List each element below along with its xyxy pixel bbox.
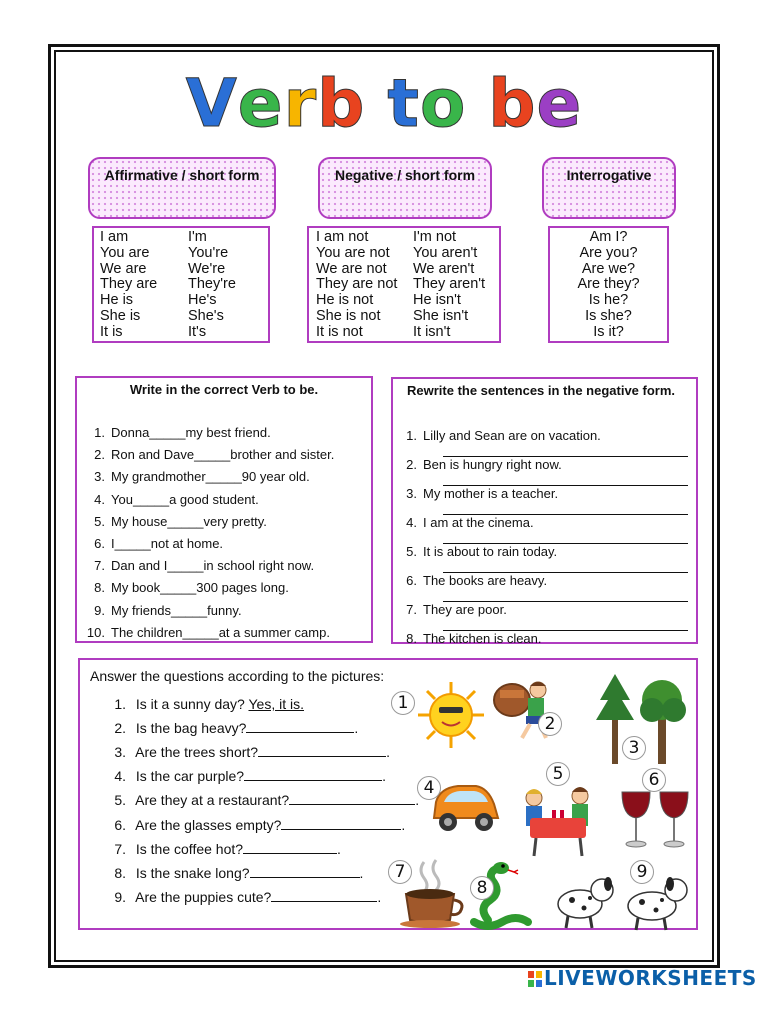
question-item: 9. Are the puppies cute? . <box>110 889 381 905</box>
negative-sentence: It is about to rain today. <box>423 544 558 559</box>
liveworksheets-logo <box>528 966 757 990</box>
negative-sentence: They are poor. <box>423 602 507 617</box>
affirmative-short-column <box>188 230 236 341</box>
exercise-negative <box>391 377 698 644</box>
conjugation-line: Am I? <box>589 229 628 245</box>
fill-in-number: 7. <box>94 558 105 574</box>
exercise-pictures <box>78 658 698 930</box>
fill-in-number: 8. <box>94 580 105 596</box>
fill-in-text: Donna_____my best friend. <box>111 425 271 440</box>
conjugation-line: Are you? <box>579 244 638 261</box>
conjugation-line: You are <box>100 244 150 261</box>
fill-in-number: 3. <box>94 469 105 485</box>
conjugation-line: We are not <box>316 260 387 277</box>
negative-item <box>393 486 558 501</box>
picture-number-9: 9 <box>630 860 654 884</box>
negative-short-column <box>413 230 485 341</box>
puppies-picture <box>550 860 690 932</box>
interrogative-column <box>550 230 667 341</box>
fill-in-text: Ron and Dave_____brother and sister. <box>111 447 335 463</box>
fill-in-number: 9. <box>94 602 105 618</box>
fill-in-text: My house_____very pretty. <box>111 513 267 529</box>
picture-number-6: 6 <box>642 768 666 792</box>
fill-in-number: 10. <box>86 624 105 640</box>
conjugation-line: He's <box>188 292 217 309</box>
liveworksheets-brand-text: LIVEWORKSHEETS <box>544 966 757 990</box>
question-text: Are the glasses empty? <box>135 816 282 833</box>
negative-item <box>393 631 542 646</box>
conjugation-line: He is <box>100 292 134 309</box>
negative-item <box>393 573 547 588</box>
question-item: 2. Is the bag heavy? . <box>110 720 358 736</box>
answer-line <box>281 818 401 830</box>
negative-number: 5. <box>406 544 417 559</box>
conjugation-line: I am not <box>316 229 369 245</box>
fill-in-item <box>81 469 310 484</box>
fill-in-item <box>81 625 330 640</box>
fill-in-text: The children_____at a summer camp. <box>111 624 330 640</box>
interrogative-table <box>548 226 669 343</box>
question-text: Is the coffee hot? <box>135 840 244 857</box>
title-letter: r <box>283 65 318 142</box>
conjugation-line: He is not <box>316 292 374 309</box>
conjugation-line: They are not <box>316 276 398 293</box>
exercise-fill-in-title: Write in the correct Verb to be. <box>129 382 319 397</box>
question-item: 3. Are the trees short? . <box>110 744 390 760</box>
header-negative: Negative / short form <box>318 157 492 219</box>
negative-sentence: Lilly and Sean are on vacation. <box>423 428 601 443</box>
conjugation-line: We are <box>100 260 147 277</box>
fill-in-item <box>81 558 314 573</box>
conjugation-line: Is she? <box>585 307 632 324</box>
fill-in-number: 4. <box>94 491 105 507</box>
answer-line <box>246 721 354 733</box>
picture-number-7: 7 <box>388 860 412 884</box>
question-number: 8. <box>114 864 126 881</box>
picture-number-2: 2 <box>538 712 562 736</box>
negative-item <box>393 602 507 617</box>
fill-in-number: 2. <box>94 447 105 463</box>
fill-in-text: My friends_____funny. <box>111 602 242 618</box>
fill-in-item <box>81 447 334 462</box>
answer-line <box>250 866 360 878</box>
conjugation-line: It is <box>100 323 123 340</box>
title-letter: e <box>237 65 284 142</box>
question-text: Are the trees short? <box>135 744 259 761</box>
negative-number: 2. <box>406 457 417 472</box>
fill-in-item <box>81 603 242 618</box>
conjugation-line: They aren't <box>413 276 486 293</box>
title-letter: V <box>185 65 238 142</box>
conjugation-line: It isn't <box>413 323 451 340</box>
conjugation-line: We're <box>188 260 226 277</box>
question-number: 6. <box>114 816 126 833</box>
negative-sentence: Ben is hungry right now. <box>423 457 562 472</box>
conjugation-line: You are not <box>316 244 390 261</box>
negative-number: 4. <box>406 515 417 530</box>
conjugation-line: I'm not <box>413 229 457 245</box>
fill-in-text: I_____not at home. <box>111 536 224 551</box>
conjugation-line: Is he? <box>588 292 629 309</box>
question-text: Is the snake long? <box>135 864 250 881</box>
question-text: Are they at a restaurant? <box>135 792 290 809</box>
negative-number: 1. <box>406 428 417 443</box>
question-answer: Yes, it is. <box>248 696 304 712</box>
fill-in-number: 1. <box>94 425 105 440</box>
picture-number-3: 3 <box>622 736 646 760</box>
fill-in-item <box>81 536 223 551</box>
negative-item <box>393 544 557 559</box>
answer-line <box>271 890 377 902</box>
sun-picture <box>416 680 486 750</box>
question-text: Is the car purple? <box>135 768 245 785</box>
conjugation-line: Are we? <box>581 260 636 277</box>
negative-table <box>307 226 501 343</box>
affirmative-long-column <box>100 230 157 341</box>
fill-in-text: My grandmother_____90 year old. <box>111 469 310 485</box>
answer-line <box>289 793 415 805</box>
fill-in-number: 5. <box>94 513 105 529</box>
question-number: 7. <box>114 840 126 857</box>
conjugation-line: It's <box>188 323 207 340</box>
fill-in-item <box>81 492 259 507</box>
conjugation-line: They are <box>100 276 158 293</box>
title-letter: e <box>536 65 583 142</box>
question-item <box>110 696 304 712</box>
negative-item <box>393 515 534 530</box>
negative-item <box>393 428 601 443</box>
negative-number: 6. <box>406 573 417 588</box>
picture-number-4: 4 <box>417 776 441 800</box>
negative-number: 7. <box>406 602 417 617</box>
picture-number-8: 8 <box>470 876 494 900</box>
answer-line <box>244 769 382 781</box>
conjugation-line: I'm <box>188 229 207 245</box>
negative-sentence: My mother is a teacher. <box>423 486 559 501</box>
fill-in-item <box>81 425 271 440</box>
picture-number-1: 1 <box>391 691 415 715</box>
negative-number: 3. <box>406 486 417 501</box>
fill-in-text: My book_____300 pages long. <box>111 580 289 596</box>
conjugation-line: We aren't <box>413 260 475 277</box>
question-item: 5. Are they at a restaurant? . <box>110 792 419 808</box>
question-text: Is it a sunny day? <box>135 696 245 712</box>
negative-number: 8. <box>406 631 417 646</box>
conjugation-line: She's <box>188 307 224 324</box>
question-number: 2. <box>114 720 126 737</box>
conjugation-line: You aren't <box>413 244 478 261</box>
question-number: 9. <box>114 888 126 905</box>
title-letter: t <box>387 65 420 142</box>
conjugation-line: It is not <box>316 323 363 340</box>
question-item: 8. Is the snake long? . <box>110 865 363 881</box>
question-number: 1. <box>114 696 126 712</box>
question-number: 4. <box>114 768 126 785</box>
question-text: Is the bag heavy? <box>135 720 247 737</box>
fill-in-item <box>81 514 267 529</box>
negative-sentence: The kitchen is clean. <box>423 631 542 646</box>
negative-sentence: The books are heavy. <box>423 573 548 588</box>
exercise-fill-in <box>75 376 373 643</box>
negative-long-column <box>316 230 397 341</box>
picture-number-5: 5 <box>546 762 570 786</box>
fill-in-text: You_____a good student. <box>111 491 259 507</box>
question-number: 5. <box>114 792 126 809</box>
fill-in-number: 6. <box>94 536 105 551</box>
question-item: 6. Are the glasses empty? . <box>110 817 405 833</box>
header-affirmative: Affirmative / short form <box>88 157 276 219</box>
conjugation-line: You're <box>188 244 229 261</box>
restaurant-picture <box>510 778 606 858</box>
conjugation-line: They're <box>188 276 236 293</box>
question-item: 4. Is the car purple? . <box>110 768 386 784</box>
question-item: 7. Is the coffee hot? . <box>110 841 341 857</box>
question-number: 3. <box>114 744 126 761</box>
conjugation-line: Are they? <box>577 276 640 293</box>
conjugation-line: I am <box>100 229 129 245</box>
glasses-picture <box>618 788 694 852</box>
conjugation-line: Is it? <box>593 323 624 340</box>
title-letter: b <box>317 65 366 142</box>
question-text: Are the puppies cute? <box>135 888 272 905</box>
affirmative-table <box>92 226 270 343</box>
negative-sentence: I am at the cinema. <box>423 515 534 530</box>
conjugation-line: He isn't <box>413 292 461 309</box>
fill-in-item <box>81 580 289 595</box>
conjugation-line: She is <box>100 307 141 324</box>
conjugation-line: She is not <box>316 307 381 324</box>
exercise-negative-title: Rewrite the sentences in the negative form. <box>407 383 676 398</box>
liveworksheets-mark-icon <box>528 971 542 987</box>
header-interrogative: Interrogative <box>542 157 676 219</box>
answer-line <box>258 745 386 757</box>
exercise-pictures-title: Answer the questions according to the pictures: <box>90 668 385 684</box>
page-title <box>0 65 768 142</box>
negative-item <box>393 457 562 472</box>
fill-in-text: Dan and I_____in school right now. <box>111 558 315 574</box>
conjugation-line: She isn't <box>413 307 469 324</box>
answer-line <box>243 842 337 854</box>
title-letter: b <box>488 65 537 142</box>
title-letter: o <box>419 65 467 142</box>
